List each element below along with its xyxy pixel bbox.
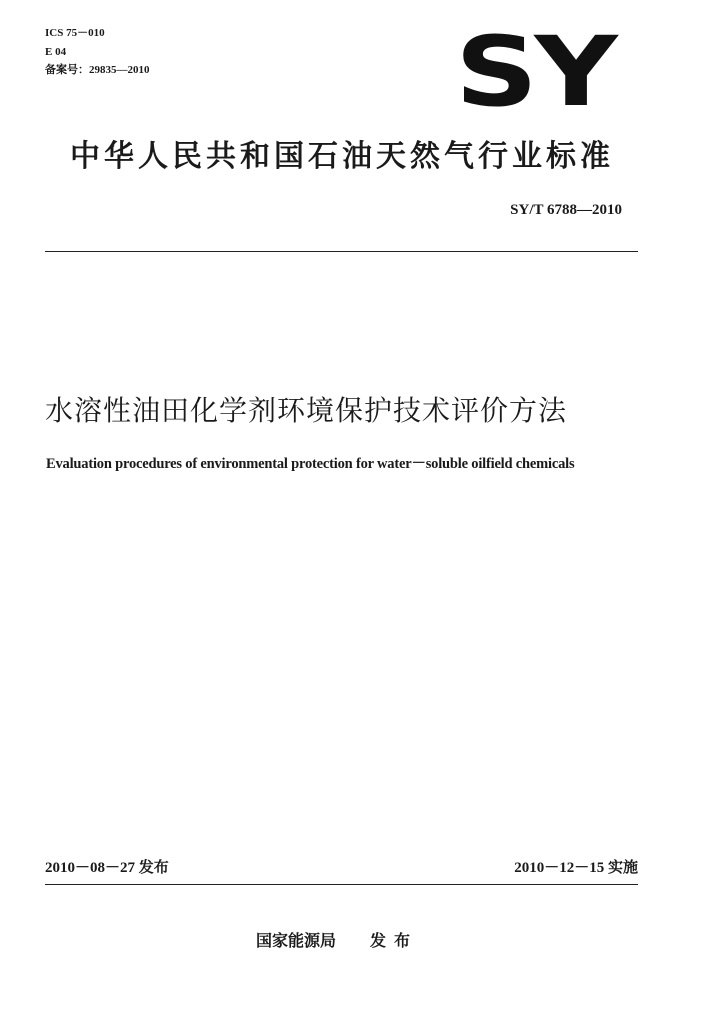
top-divider bbox=[45, 251, 638, 252]
category-code: E 04 bbox=[45, 45, 67, 58]
sy-logo: SY bbox=[455, 16, 615, 128]
industry-standard-heading: 中华人民共和国石油天然气行业标准 bbox=[70, 139, 614, 174]
publisher-action: 发布 bbox=[370, 931, 419, 950]
implementation-date: 2010－12－15 实施 bbox=[514, 860, 638, 876]
issue-date: 2010－08－27 发布 bbox=[45, 860, 169, 876]
standard-number: SY/T 6788—2010 bbox=[510, 202, 622, 218]
title-english: Evaluation procedures of environmental protection for water－soluble oilfield chemicals bbox=[46, 456, 575, 472]
publisher-name: 国家能源局 bbox=[256, 931, 337, 950]
publisher-line bbox=[256, 928, 418, 951]
ics-code: ICS 75－010 bbox=[45, 27, 105, 39]
title-chinese: 水溶性油田化学剂环境保护技术评价方法 bbox=[45, 394, 568, 427]
record-number: 备案号：29835—2010 bbox=[45, 64, 150, 76]
document-meta bbox=[45, 24, 150, 80]
bottom-divider bbox=[45, 884, 638, 885]
